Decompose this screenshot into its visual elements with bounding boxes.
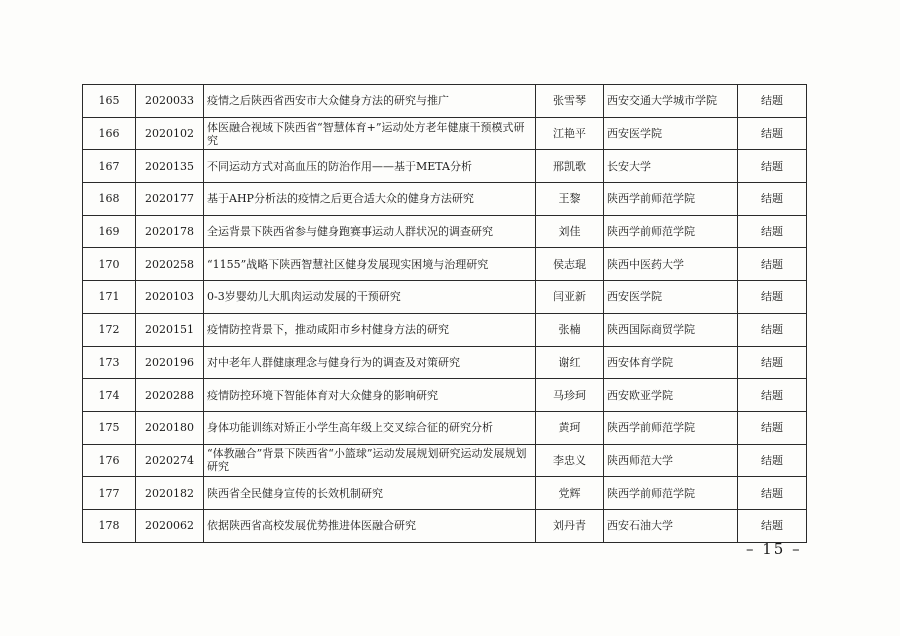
row-number: 171 <box>83 281 136 314</box>
project-status: 结题 <box>738 150 807 183</box>
project-title: 疫情防控背景下，推动咸阳市乡村健身方法的研究 <box>204 313 536 346</box>
project-leader: 党辉 <box>536 477 604 510</box>
table-row <box>83 150 807 183</box>
project-leader: 侯志琨 <box>536 248 604 281</box>
table-row <box>83 215 807 248</box>
institution: 西安交通大学城市学院 <box>604 85 738 118</box>
institution: 西安医学院 <box>604 117 738 150</box>
institution: 西安医学院 <box>604 281 738 314</box>
project-status: 结题 <box>738 313 807 346</box>
project-leader: 王黎 <box>536 183 604 216</box>
project-code: 2020288 <box>136 379 204 412</box>
project-leader: 张楠 <box>536 313 604 346</box>
project-title: “1155”战略下陕西智慧社区健身发展现实困境与治理研究 <box>204 248 536 281</box>
institution: 陕西学前师范学院 <box>604 477 738 510</box>
project-code: 2020062 <box>136 509 204 542</box>
institution: 陕西师范大学 <box>604 444 738 477</box>
project-status: 结题 <box>738 85 807 118</box>
project-code: 2020196 <box>136 346 204 379</box>
project-leader: 邢凯歌 <box>536 150 604 183</box>
table-row <box>83 85 807 118</box>
row-number: 170 <box>83 248 136 281</box>
project-title: 陕西省全民健身宣传的长效机制研究 <box>204 477 536 510</box>
row-number: 178 <box>83 509 136 542</box>
project-code: 2020151 <box>136 313 204 346</box>
project-leader: 谢红 <box>536 346 604 379</box>
project-code: 2020103 <box>136 281 204 314</box>
institution: 西安石油大学 <box>604 509 738 542</box>
table-row <box>83 346 807 379</box>
project-code: 2020033 <box>136 85 204 118</box>
row-number: 168 <box>83 183 136 216</box>
project-code: 2020182 <box>136 477 204 510</box>
project-status: 结题 <box>738 477 807 510</box>
row-number: 169 <box>83 215 136 248</box>
project-title: 疫情防控环境下智能体育对大众健身的影响研究 <box>204 379 536 412</box>
institution: 长安大学 <box>604 150 738 183</box>
project-leader: 刘佳 <box>536 215 604 248</box>
project-leader: 李忠义 <box>536 444 604 477</box>
row-number: 175 <box>83 411 136 444</box>
table-row <box>83 248 807 281</box>
row-number: 173 <box>83 346 136 379</box>
project-title: 0-3岁婴幼儿大肌肉运动发展的干预研究 <box>204 281 536 314</box>
row-number: 165 <box>83 85 136 118</box>
page-number: – 15 – <box>746 540 802 558</box>
institution: 陕西学前师范学院 <box>604 183 738 216</box>
row-number: 176 <box>83 444 136 477</box>
row-number: 174 <box>83 379 136 412</box>
table-row <box>83 379 807 412</box>
institution: 西安欧亚学院 <box>604 379 738 412</box>
project-title: 不同运动方式对高血压的防治作用——基于META分析 <box>204 150 536 183</box>
project-leader: 马珍珂 <box>536 379 604 412</box>
project-table <box>82 84 807 543</box>
project-status: 结题 <box>738 281 807 314</box>
project-title: 身体功能训练对矫正小学生高年级上交叉综合征的研究分析 <box>204 411 536 444</box>
table-row <box>83 281 807 314</box>
project-title: 对中老年人群健康理念与健身行为的调查及对策研究 <box>204 346 536 379</box>
project-leader: 江艳平 <box>536 117 604 150</box>
project-status: 结题 <box>738 379 807 412</box>
project-leader: 张雪琴 <box>536 85 604 118</box>
project-status: 结题 <box>738 411 807 444</box>
institution: 陕西学前师范学院 <box>604 215 738 248</box>
project-status: 结题 <box>738 215 807 248</box>
project-status: 结题 <box>738 444 807 477</box>
institution: 陕西学前师范学院 <box>604 411 738 444</box>
project-title: 全运背景下陕西省参与健身跑赛事运动人群状况的调查研究 <box>204 215 536 248</box>
row-number: 167 <box>83 150 136 183</box>
project-title: 基于AHP分析法的疫情之后更合适大众的健身方法研究 <box>204 183 536 216</box>
project-code: 2020258 <box>136 248 204 281</box>
project-status: 结题 <box>738 509 807 542</box>
project-code: 2020135 <box>136 150 204 183</box>
table-row <box>83 444 807 477</box>
row-number: 166 <box>83 117 136 150</box>
project-code: 2020178 <box>136 215 204 248</box>
project-leader: 闫亚新 <box>536 281 604 314</box>
project-status: 结题 <box>738 346 807 379</box>
row-number: 177 <box>83 477 136 510</box>
project-leader: 刘丹青 <box>536 509 604 542</box>
project-title: 体医融合视域下陕西省“智慧体育+”运动处方老年健康干预模式研究 <box>204 117 536 150</box>
project-code: 2020180 <box>136 411 204 444</box>
project-table-body <box>83 85 807 543</box>
table-row <box>83 117 807 150</box>
project-code: 2020177 <box>136 183 204 216</box>
table-row <box>83 411 807 444</box>
row-number: 172 <box>83 313 136 346</box>
project-status: 结题 <box>738 248 807 281</box>
table-row <box>83 183 807 216</box>
project-status: 结题 <box>738 117 807 150</box>
table-row <box>83 477 807 510</box>
institution: 西安体育学院 <box>604 346 738 379</box>
project-title: 依据陕西省高校发展优势推进体医融合研究 <box>204 509 536 542</box>
project-code: 2020274 <box>136 444 204 477</box>
project-code: 2020102 <box>136 117 204 150</box>
table-row <box>83 509 807 542</box>
institution: 陕西国际商贸学院 <box>604 313 738 346</box>
table-row <box>83 313 807 346</box>
institution: 陕西中医药大学 <box>604 248 738 281</box>
project-title: 疫情之后陕西省西安市大众健身方法的研究与推广 <box>204 85 536 118</box>
project-status: 结题 <box>738 183 807 216</box>
project-leader: 黄珂 <box>536 411 604 444</box>
project-title: “体教融合”背景下陕西省“小篮球”运动发展规划研究运动发展规划研究 <box>204 444 536 477</box>
